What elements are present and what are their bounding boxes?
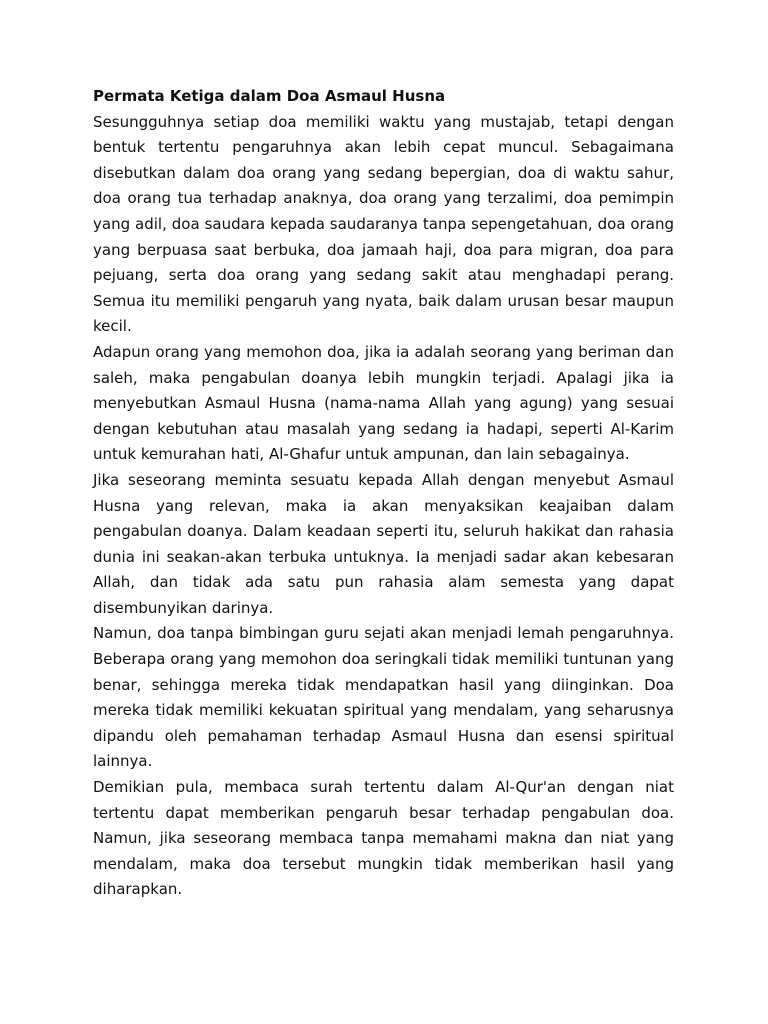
paragraph-5: Demikian pula, membaca surah tertentu dalam Al-Qur'an dengan niat tertentu dapat memberikan pengaruh besar terhadap pengabulan doa. Namun, jika seseorang membaca tanpa memahami makna dan niat yang mendalam, maka doa tersebut mungkin tidak memberikan hasil yang diharapkan. — [93, 778, 674, 899]
document-title: Permata Ketiga dalam Doa Asmaul Husna — [93, 87, 446, 105]
paragraph-1: Sesungguhnya setiap doa memiliki waktu yang mustajab, tetapi dengan bentuk tertentu pengaruhnya akan lebih cepat muncul. Sebagaimana disebutkan dalam doa orang yang sedang bepergian, doa di waktu sahur, doa orang tua terhadap anaknya, doa orang yang terzalimi, doa pemimpin yang adil, doa saudara kepada saudaranya tanpa sepengetahuan, doa orang yang berpuasa saat berbuka, doa jamaah haji, doa para migran, doa para pejuang, serta doa orang yang sedang sakit atau menghadapi perang. Semua itu memiliki pengaruh yang nyata, baik dalam urusan besar maupun kecil. — [93, 112, 674, 336]
document-body — [93, 84, 674, 903]
paragraph-2: Adapun orang yang memohon doa, jika ia adalah seorang yang beriman dan saleh, maka pengabulan doanya lebih mungkin terjadi. Apalagi jika ia menyebutkan Asmaul Husna (nama-nama Allah yang agung) yang sesuai dengan kebutuhan atau masalah yang sedang ia hadapi, seperti Al-Karim untuk kemurahan hati, Al-Ghafur untuk ampunan, dan lain sebagainya. — [93, 342, 674, 464]
paragraph-3: Jika seseorang meminta sesuatu kepada Allah dengan menyebut Asmaul Husna yang relevan, maka ia akan menyaksikan keajaiban dalam pengabulan doanya. Dalam keadaan seperti itu, seluruh hakikat dan rahasia dunia ini seakan-akan terbuka untuknya. Ia menjadi sadar akan kebesaran Allah, dan tidak ada satu pun rahasia alam semesta yang dapat disembunyikan darinya. — [93, 470, 674, 617]
paragraph-4: Namun, doa tanpa bimbingan guru sejati akan menjadi lemah pengaruhnya. Beberapa orang yang memohon doa seringkali tidak memiliki tuntunan yang benar, sehingga mereka tidak mendapatkan hasil yang diinginkan. Doa mereka tidak memiliki kekuatan spiritual yang mendalam, yang seharusnya dipandu oleh pemahaman terhadap Asmaul Husna dan esensi spiritual lainnya. — [93, 624, 674, 771]
